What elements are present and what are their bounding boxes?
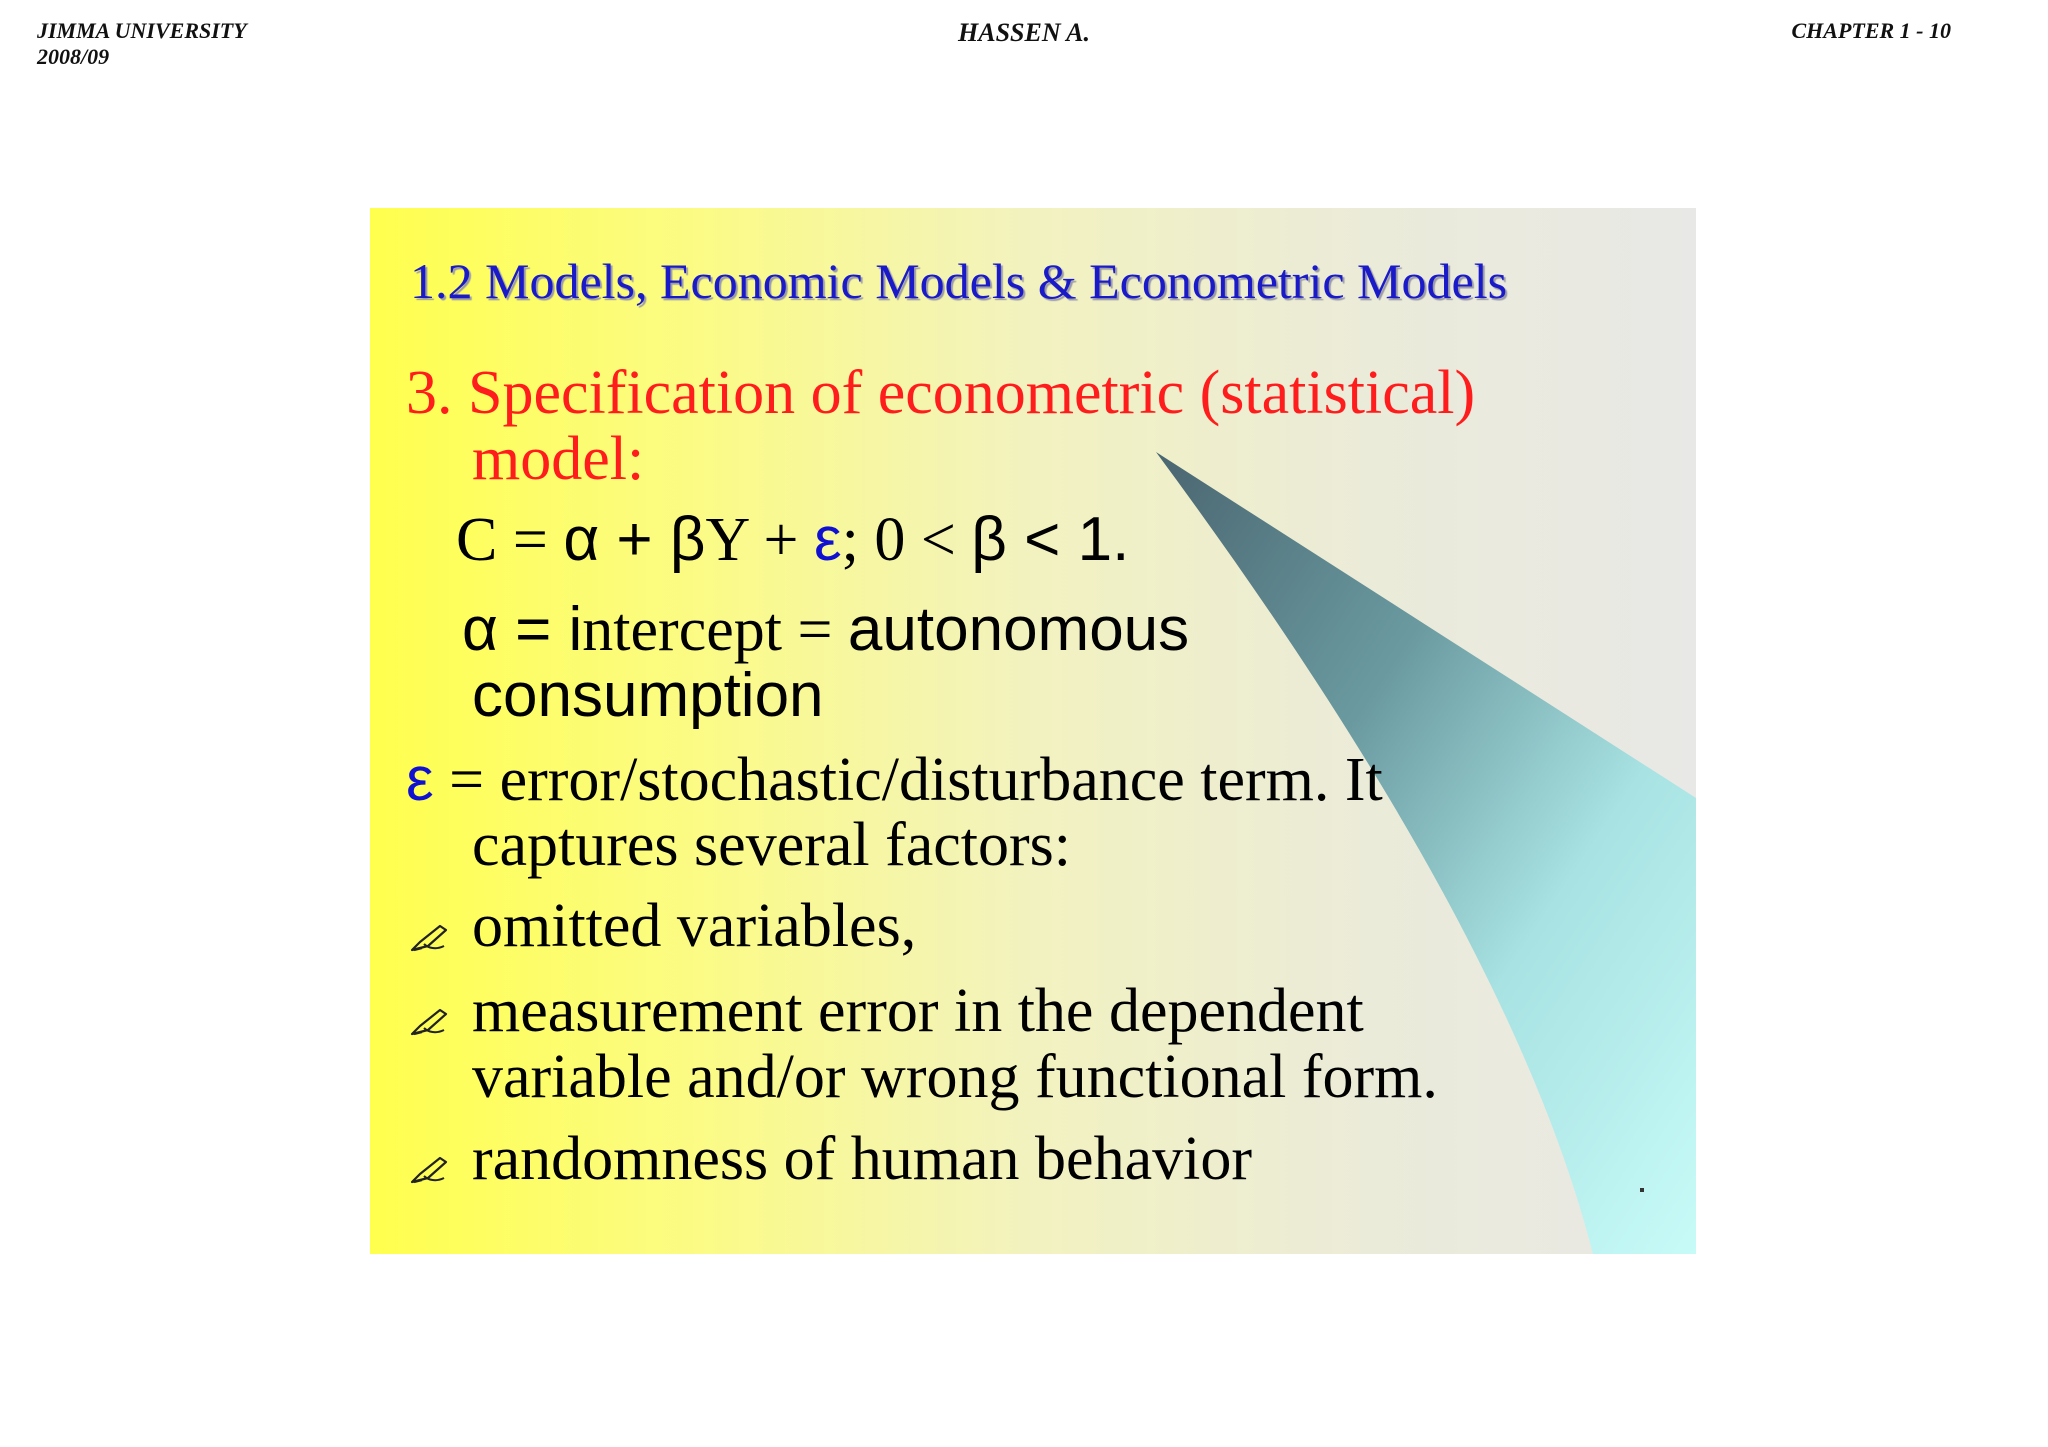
alpha-definition-line1 (462, 594, 1189, 666)
slide-dot-marker (1640, 1188, 1644, 1192)
eq-alpha-beta: α + β (563, 505, 706, 574)
eq-c: C = (456, 506, 564, 574)
writing-hand-icon (410, 1004, 450, 1038)
epsilon-symbol: ε (406, 745, 434, 814)
model-equation (456, 504, 1129, 576)
alpha-definition-line2: consumption (472, 661, 824, 730)
spec-heading-line1: 3. Specification of econometric (statistical) (406, 359, 1476, 427)
alpha-symbol: α = (462, 595, 569, 664)
spec-heading-line2: model: (472, 425, 645, 493)
bullet-omitted-variables: omitted variables, (472, 892, 917, 960)
bullet-measurement-error-line2: variable and/or wrong functional form. (472, 1043, 1438, 1111)
epsilon-text: = error/stochastic/disturbance term. It (433, 746, 1383, 814)
slide (370, 208, 1696, 1254)
bullet-randomness: randomness of human behavior (472, 1125, 1252, 1193)
header-year: 2008/09 (37, 44, 110, 69)
eq-constraint: ; 0 < (841, 506, 972, 574)
epsilon-definition-line1 (406, 744, 1383, 816)
header-chapter: CHAPTER 1 - 10 (1791, 18, 1951, 43)
writing-hand-icon (410, 920, 450, 954)
alpha-i: i (568, 595, 583, 664)
eq-epsilon: ε (813, 505, 842, 574)
epsilon-definition-line2: captures several factors: (472, 811, 1072, 879)
bullet-measurement-error-line1: measurement error in the dependent (472, 977, 1364, 1045)
header-author: HASSEN A. (958, 18, 1090, 47)
alpha-autonomous: autonomous (847, 595, 1190, 664)
header-university: JIMMA UNIVERSITY (37, 18, 247, 43)
alpha-intercept: ntercept = (582, 596, 848, 664)
eq-beta-bound: β < 1. (971, 505, 1130, 574)
eq-y: Y + (705, 506, 814, 574)
slide-title: 1.2 Models, Economic Models & Econometric Models (410, 253, 1508, 309)
writing-hand-icon (410, 1152, 450, 1186)
